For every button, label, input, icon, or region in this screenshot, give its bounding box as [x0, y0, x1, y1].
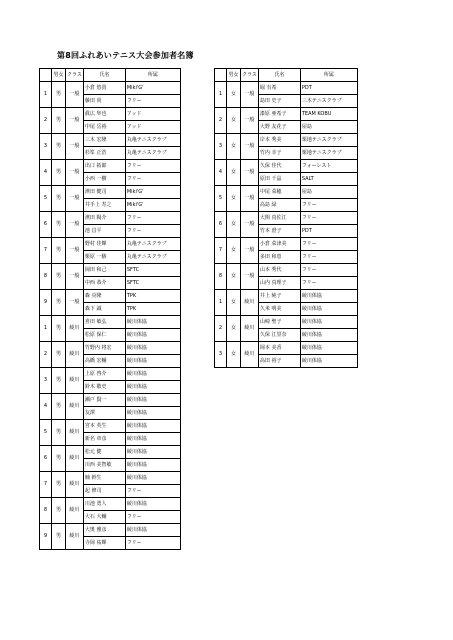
player-row — [40, 134, 181, 147]
player-name: 大関 真佐江 — [258, 212, 300, 225]
header-no — [215, 69, 227, 82]
team-number: 6 — [40, 212, 52, 238]
team-number: 1 — [215, 290, 227, 316]
player-row — [215, 264, 358, 277]
player-name: 竹内 幸子 — [258, 147, 300, 160]
player-name: 松原 保仁 — [83, 329, 125, 342]
team-sex: 男 — [52, 342, 66, 368]
team-class: 一般 — [66, 238, 84, 264]
team-sex: 男 — [52, 82, 66, 108]
player-row — [40, 290, 181, 303]
team-class: 一般 — [66, 82, 84, 108]
player-club: 綾川体協 — [300, 290, 357, 303]
team-number: 7 — [215, 238, 227, 264]
player-name: 川池 勇人 — [83, 498, 125, 511]
player-name: 大奥 雅彦 — [83, 524, 125, 537]
header-class: クラス — [66, 69, 84, 82]
team-sex: 男 — [52, 212, 66, 238]
player-club: 綾川体協 — [300, 303, 357, 316]
player-club: 栗地テニスクラブ — [300, 147, 357, 160]
team-class: 綾川 — [66, 446, 84, 472]
player-club: 綾川体協 — [125, 498, 180, 511]
team-class: 一般 — [241, 264, 259, 290]
player-name: 岡本 美香 — [258, 342, 300, 355]
player-club: 綾川体協 — [125, 472, 180, 485]
team-sex: 男 — [52, 368, 66, 394]
player-club: 綾川体協 — [125, 407, 180, 420]
player-name: 松元 健 — [83, 446, 125, 459]
player-name: 森 亮隆 — [83, 290, 125, 303]
player-row — [215, 316, 358, 329]
player-club: SALT — [300, 173, 357, 186]
player-name: 小倉 菜津美 — [258, 238, 300, 251]
team-number: 3 — [40, 368, 52, 394]
team-class: 綾川 — [241, 316, 259, 342]
team-class: 綾川 — [241, 342, 259, 368]
team-number: 3 — [215, 134, 227, 160]
team-class: 一般 — [241, 212, 259, 238]
player-name: 楠 幹生 — [83, 472, 125, 485]
player-club: アッド — [125, 121, 180, 134]
player-name: 眞広 隼也 — [83, 108, 125, 121]
player-club: 綾川体協 — [125, 459, 180, 472]
player-name: 島田 史子 — [258, 95, 300, 108]
team-class: 綾川 — [66, 342, 84, 368]
team-sex: 男 — [52, 264, 66, 290]
player-club: Miki'G' — [125, 199, 180, 212]
player-club: フリー — [125, 173, 180, 186]
player-row — [40, 238, 181, 251]
player-club: 丸亀テニスクラブ — [125, 134, 180, 147]
team-number: 8 — [215, 264, 227, 290]
header-sex: 男女 — [227, 69, 241, 82]
team-sex: 男 — [52, 498, 66, 524]
player-row — [40, 472, 181, 485]
team-class: 綾川 — [66, 524, 84, 550]
player-club: 三木テニスクラブ — [300, 95, 357, 108]
player-club: 綾川体協 — [300, 329, 357, 342]
team-number: 1 — [215, 82, 227, 108]
player-club: フリー — [300, 277, 357, 290]
player-club: 屋島 — [300, 121, 357, 134]
team-sex: 男 — [52, 524, 66, 550]
team-number: 5 — [40, 186, 52, 212]
team-sex: 女 — [227, 212, 241, 238]
player-name: 三木 宏隆 — [83, 134, 125, 147]
player-row — [215, 342, 358, 355]
player-name: 多田 和恵 — [258, 251, 300, 264]
header-club: 所属 — [125, 69, 180, 82]
team-class: 綾川 — [66, 472, 84, 498]
team-class: 一般 — [66, 160, 84, 186]
team-class: 一般 — [241, 186, 259, 212]
player-club: 綾川体協 — [300, 316, 357, 329]
player-club: SFTC — [125, 264, 180, 277]
team-number: 3 — [40, 134, 52, 160]
player-club: フリー — [125, 537, 180, 550]
player-club: フォーレスト — [300, 160, 357, 173]
team-sex: 男 — [52, 446, 66, 472]
player-row — [40, 212, 181, 225]
player-name: 新名 章彦 — [83, 433, 125, 446]
header-row — [215, 69, 358, 82]
team-sex: 男 — [52, 472, 66, 498]
header-name: 氏名 — [83, 69, 125, 82]
header-sex: 男女 — [52, 69, 66, 82]
team-class: 綾川 — [66, 368, 84, 394]
team-number: 8 — [40, 498, 52, 524]
player-club: 綾川体協 — [125, 355, 180, 368]
team-number: 1 — [40, 316, 52, 342]
team-number: 7 — [40, 238, 52, 264]
team-sex: 女 — [227, 316, 241, 342]
team-sex: 男 — [52, 160, 66, 186]
player-name: 堀 有希 — [258, 82, 300, 95]
player-name: 大野 友花子 — [258, 121, 300, 134]
player-club: フリー — [300, 264, 357, 277]
team-class: 一般 — [241, 160, 259, 186]
player-club: フリー — [300, 199, 357, 212]
player-row — [40, 316, 181, 329]
team-sex: 男 — [52, 316, 66, 342]
player-name: 岡田 和己 — [83, 264, 125, 277]
player-row — [40, 186, 181, 199]
player-name: 出口 拓郎 — [83, 160, 125, 173]
player-club: 綾川体協 — [300, 355, 357, 368]
player-name: 山内 真理子 — [258, 277, 300, 290]
team-number: 9 — [40, 290, 52, 316]
player-club: フリー — [125, 511, 180, 524]
player-club: Miki'G' — [125, 186, 180, 199]
team-number: 4 — [40, 394, 52, 420]
player-name: 高島 緑 — [258, 199, 300, 212]
player-club: 綾川体協 — [125, 524, 180, 537]
player-name: 竹野内 将宏 — [83, 342, 125, 355]
player-club: フリー — [300, 212, 357, 225]
player-row — [40, 108, 181, 121]
player-club: フリー — [125, 225, 180, 238]
player-name: 上原 啓介 — [83, 368, 125, 381]
team-sex: 女 — [227, 342, 241, 368]
player-row — [40, 498, 181, 511]
team-class: 綾川 — [66, 498, 84, 524]
team-class: 一般 — [66, 290, 84, 316]
player-name: 高田 裕子 — [258, 355, 300, 368]
player-row — [215, 290, 358, 303]
player-name: 栗原 一駿 — [83, 251, 125, 264]
team-class: 一般 — [241, 82, 259, 108]
player-name: 宮本 英生 — [83, 420, 125, 433]
player-name: 漆原 亜希子 — [258, 108, 300, 121]
team-number: 9 — [40, 524, 52, 550]
player-club: 綾川体協 — [125, 329, 180, 342]
team-sex: 女 — [227, 134, 241, 160]
player-row — [40, 420, 181, 433]
player-name: 山本 秀代 — [258, 264, 300, 277]
player-name: 大石 大輔 — [83, 511, 125, 524]
player-name: 池 昌平 — [83, 225, 125, 238]
team-number: 2 — [40, 108, 52, 134]
player-row — [215, 134, 358, 147]
player-row — [40, 264, 181, 277]
team-sex: 男 — [52, 108, 66, 134]
player-name: 中西 恭介 — [83, 277, 125, 290]
team-number: 8 — [40, 264, 52, 290]
player-club: 綾川体協 — [125, 381, 180, 394]
page-title: 第8回ふれあいテニス大会参加者名簿 — [57, 51, 194, 60]
player-club: PDT — [300, 82, 357, 95]
player-club: TPK — [125, 303, 180, 316]
player-name: 濱田 健司 — [83, 186, 125, 199]
player-club: フリー — [125, 95, 180, 108]
header-row — [40, 69, 181, 82]
player-name: 瀬戸 賢一 — [83, 394, 125, 407]
player-club: SFTC — [125, 277, 180, 290]
player-name: 中尾 菜穂 — [258, 186, 300, 199]
player-club: Miki'G' — [125, 82, 180, 95]
player-club: 屋島 — [300, 186, 357, 199]
player-name: 川西 美智敏 — [83, 459, 125, 472]
player-row — [40, 160, 181, 173]
team-sex: 女 — [227, 82, 241, 108]
team-class: 一般 — [241, 238, 259, 264]
team-class: 一般 — [66, 264, 84, 290]
player-club: 綾川体協 — [125, 342, 180, 355]
team-class: 一般 — [66, 108, 84, 134]
player-club: 綾川体協 — [125, 433, 180, 446]
team-sex: 女 — [227, 160, 241, 186]
team-class: 一般 — [66, 186, 84, 212]
player-club: 丸亀テニスクラブ — [125, 238, 180, 251]
player-row — [40, 368, 181, 381]
player-club: TEAM KOBU — [300, 108, 357, 121]
team-number: 4 — [40, 160, 52, 186]
player-row — [215, 160, 358, 173]
player-club: アッド — [125, 108, 180, 121]
team-sex: 男 — [52, 186, 66, 212]
team-sex: 女 — [227, 290, 241, 316]
team-number: 4 — [215, 160, 227, 186]
team-class: 綾川 — [241, 290, 259, 316]
player-row — [40, 524, 181, 537]
player-club: 綾川体協 — [125, 394, 180, 407]
player-name: 岸本 秀美 — [258, 134, 300, 147]
men-roster-table — [39, 68, 181, 550]
team-sex: 女 — [227, 186, 241, 212]
player-row — [215, 82, 358, 95]
team-number: 1 — [40, 82, 52, 108]
player-club: フリー — [300, 238, 357, 251]
player-row — [215, 212, 358, 225]
player-club: 綾川体協 — [125, 446, 180, 459]
player-club: フリー — [125, 160, 180, 173]
player-name: 高橋 宏輔 — [83, 355, 125, 368]
player-name: 喜田 敏弘 — [83, 316, 125, 329]
player-club: フリー — [125, 485, 180, 498]
header-class: クラス — [241, 69, 259, 82]
player-name: 野村 佳輝 — [83, 238, 125, 251]
player-name: 竹本 澄子 — [258, 225, 300, 238]
player-row — [215, 108, 358, 121]
player-club: 綾川体協 — [125, 316, 180, 329]
player-club: PDT — [300, 225, 357, 238]
team-class: 一般 — [66, 212, 84, 238]
player-name: 久米 明美 — [258, 303, 300, 316]
player-name: 小西 一樹 — [83, 173, 125, 186]
player-club: 綾川体協 — [125, 368, 180, 381]
women-roster-table — [214, 68, 358, 368]
player-club: 栗地テニスクラブ — [300, 134, 357, 147]
player-name: 森下 誠 — [83, 303, 125, 316]
player-row — [40, 342, 181, 355]
player-name: 井手上 寿之 — [83, 199, 125, 212]
team-number: 7 — [40, 472, 52, 498]
team-number: 6 — [40, 446, 52, 472]
team-class: 一般 — [241, 134, 259, 160]
header-name: 氏名 — [258, 69, 300, 82]
player-row — [40, 394, 181, 407]
player-name: 久保 佳代 — [258, 160, 300, 173]
player-name: 中尾 岳裕 — [83, 121, 125, 134]
player-name: 起 修司 — [83, 485, 125, 498]
player-club: TPK — [125, 290, 180, 303]
player-name: 小倉 悠貴 — [83, 82, 125, 95]
player-row — [215, 238, 358, 251]
team-sex: 女 — [227, 108, 241, 134]
player-row — [40, 82, 181, 95]
team-sex: 女 — [227, 238, 241, 264]
team-sex: 女 — [227, 264, 241, 290]
team-number: 6 — [215, 212, 227, 238]
team-class: 一般 — [241, 108, 259, 134]
player-name: 井上 純子 — [258, 290, 300, 303]
team-class: 綾川 — [66, 394, 84, 420]
player-club: 丸亀テニスクラブ — [125, 147, 180, 160]
team-number: 2 — [215, 108, 227, 134]
player-name: 藤田 尚 — [83, 95, 125, 108]
player-name: 鈴木 敬史 — [83, 381, 125, 394]
team-sex: 男 — [52, 290, 66, 316]
team-class: 綾川 — [66, 316, 84, 342]
player-name: 寺岡 祐輝 — [83, 537, 125, 550]
player-name: 濱田 陽介 — [83, 212, 125, 225]
player-name: 久保 江里奈 — [258, 329, 300, 342]
team-number: 5 — [40, 420, 52, 446]
header-no — [40, 69, 52, 82]
player-club: 丸亀テニスクラブ — [125, 251, 180, 264]
team-sex: 男 — [52, 420, 66, 446]
team-class: 一般 — [66, 134, 84, 160]
player-name: 友澤 — [83, 407, 125, 420]
player-name: 原田 千晶 — [258, 173, 300, 186]
team-number: 2 — [215, 316, 227, 342]
team-number: 3 — [215, 342, 227, 368]
player-club: 綾川体協 — [125, 420, 180, 433]
team-class: 綾川 — [66, 420, 84, 446]
team-sex: 男 — [52, 394, 66, 420]
team-sex: 男 — [52, 238, 66, 264]
player-club: フリー — [300, 251, 357, 264]
player-row — [40, 446, 181, 459]
player-name: 杉峯 正浩 — [83, 147, 125, 160]
team-number: 5 — [215, 186, 227, 212]
player-name: 山崎 聖子 — [258, 316, 300, 329]
player-row — [215, 186, 358, 199]
header-club: 所属 — [300, 69, 357, 82]
player-club: フリー — [125, 212, 180, 225]
player-club: 綾川体協 — [300, 342, 357, 355]
team-sex: 男 — [52, 134, 66, 160]
team-number: 2 — [40, 342, 52, 368]
